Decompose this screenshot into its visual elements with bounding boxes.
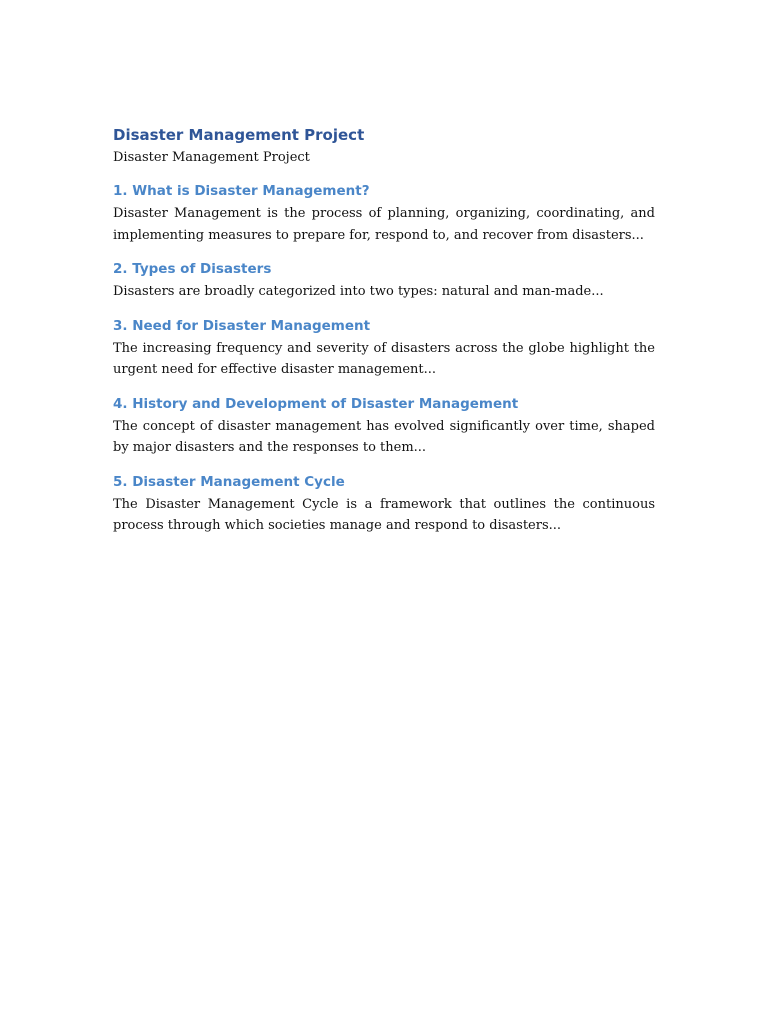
section-heading: 1. What is Disaster Management?: [113, 183, 370, 199]
section-types-of-disasters: [113, 259, 655, 303]
section-body: The concept of disaster management has evolved significantly over time, shaped by major disasters and the responses to them...: [113, 418, 655, 455]
section-heading: 2. Types of Disasters: [113, 261, 272, 277]
section-body: The Disaster Management Cycle is a framework that outlines the continuous process through which societies manage and respond to disasters...: [113, 496, 655, 533]
section-history-and-development: [113, 394, 655, 459]
document-subtitle: Disaster Management Project: [113, 150, 310, 165]
document-page: [113, 124, 655, 537]
section-heading: 4. History and Development of Disaster Management: [113, 395, 519, 412]
section-heading: 3. Need for Disaster Management: [113, 317, 371, 334]
section-need-for-disaster-management: [113, 316, 655, 381]
section-heading: 5. Disaster Management Cycle: [113, 473, 345, 490]
document-title: Disaster Management Project: [113, 126, 365, 144]
section-disaster-management-cycle: [113, 472, 655, 537]
section-what-is-disaster-management: [113, 181, 655, 246]
section-body: The increasing frequency and severity of disasters across the globe highlight the urgent need for effective disaster management...: [113, 340, 655, 377]
section-body: Disaster Management is the process of planning, organizing, coordinating, and implementing measures to prepare for, respond to, and recover from disasters...: [113, 206, 655, 243]
section-body: Disasters are broadly categorized into two types: natural and man-made...: [113, 284, 604, 299]
